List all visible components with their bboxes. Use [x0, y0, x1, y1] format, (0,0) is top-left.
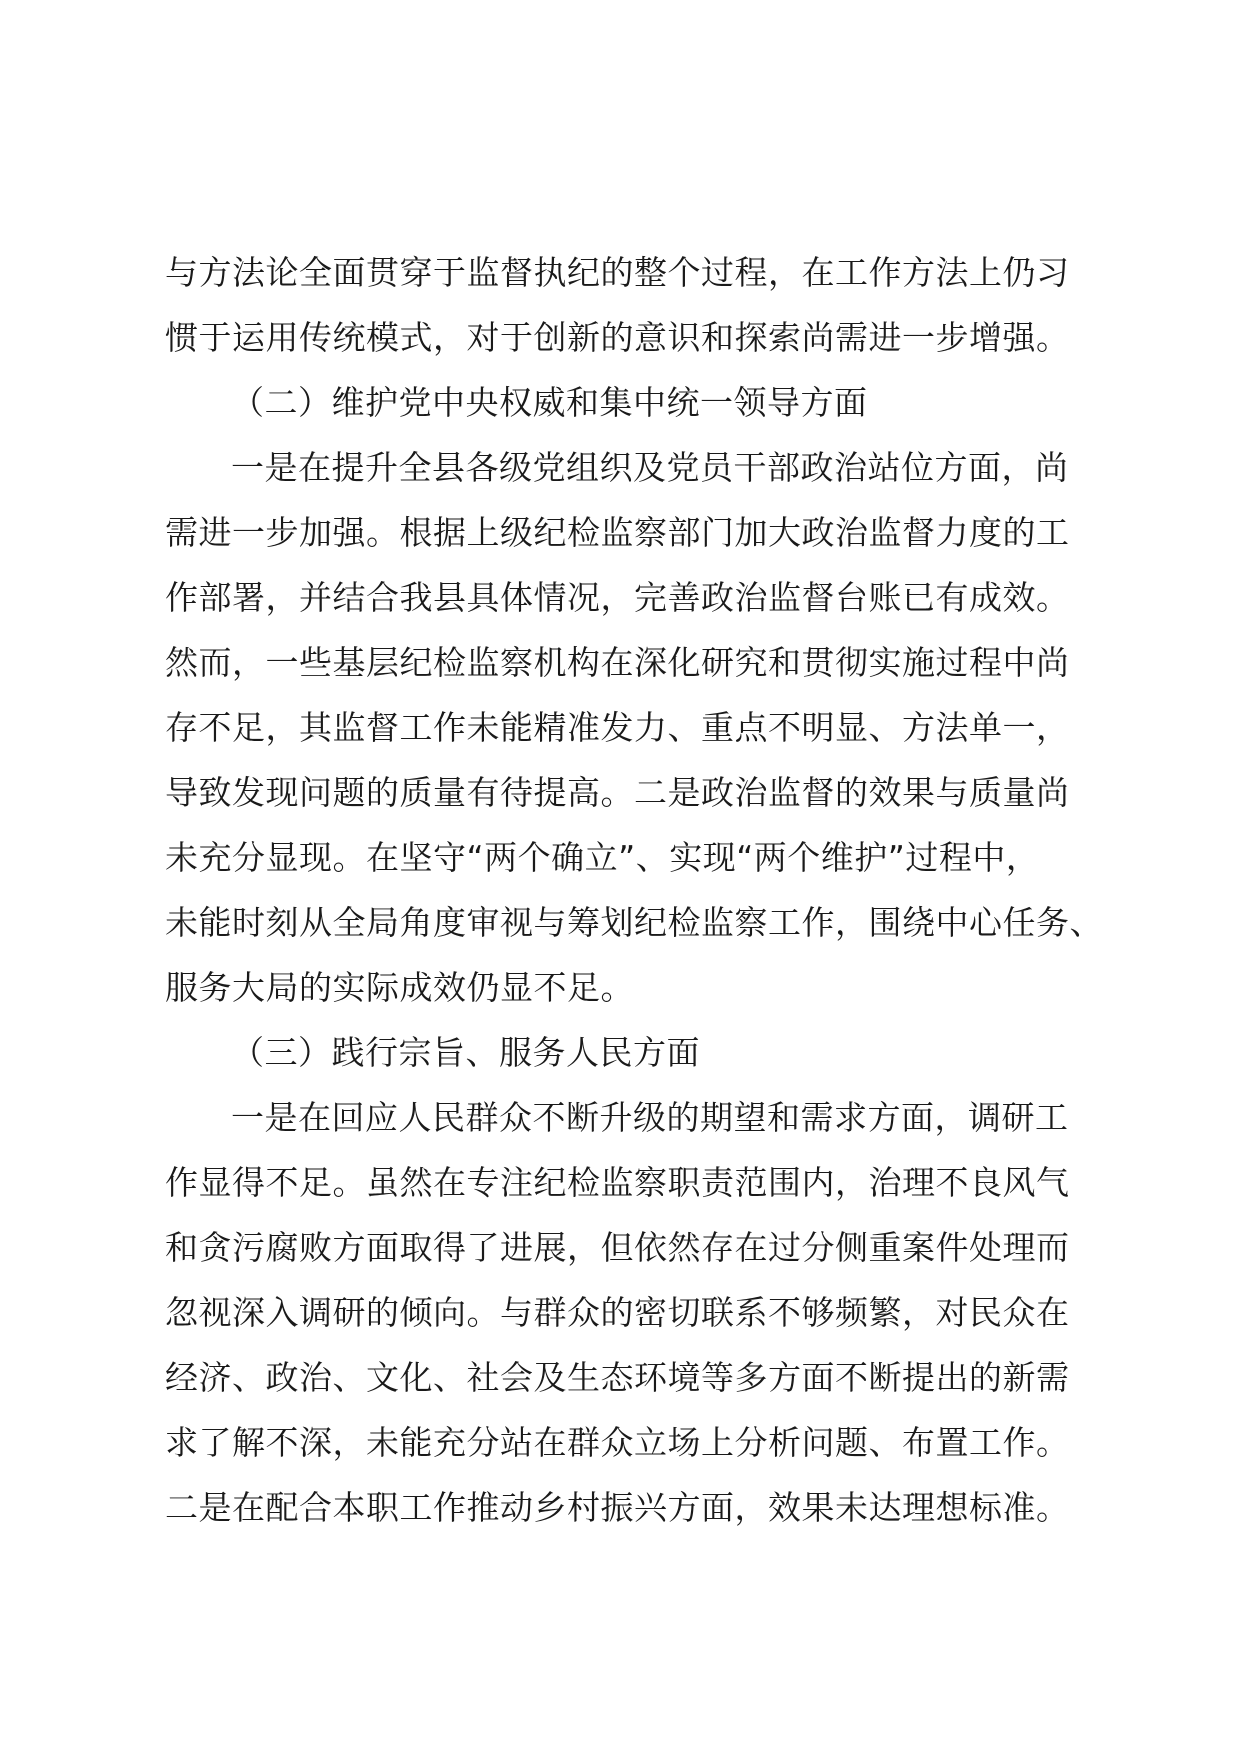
text-line: 经济、政治、文化、社会及生态环境等多方面不断提出的新需 [165, 1358, 1070, 1397]
section-heading: （二）维护党中央权威和集中统一领导方面 [231, 383, 868, 422]
text-line: 与方法论全面贯穿于监督执纪的整个过程，在工作方法上仍习 [165, 253, 1070, 292]
text-line: 存不足，其监督工作未能精准发力、重点不明显、方法单一， [165, 708, 1070, 747]
text-line: 忽视深入调研的倾向。与群众的密切联系不够频繁，对民众在 [165, 1293, 1070, 1332]
text-line: 需进一步加强。根据上级纪检监察部门加大政治监督力度的工 [165, 513, 1070, 552]
text-line: 二是在配合本职工作推动乡村振兴方面，效果未达理想标准。 [165, 1488, 1070, 1527]
text-line: 一是在回应人民群众不断升级的期望和需求方面，调研工 [231, 1098, 1069, 1137]
text-line: 一是在提升全县各级党组织及党员干部政治站位方面，尚 [231, 448, 1069, 487]
section-heading: （三）践行宗旨、服务人民方面 [231, 1033, 700, 1072]
text-line: 服务大局的实际成效仍显不足。 [165, 968, 634, 1007]
text-line: 作部署，并结合我县具体情况，完善政治监督台账已有成效。 [165, 578, 1070, 617]
text-line: 然而，一些基层纪检监察机构在深化研究和贯彻实施过程中尚 [165, 643, 1070, 682]
text-line: 惯于运用传统模式，对于创新的意识和探索尚需进一步增强。 [165, 318, 1070, 357]
text-line: 求了解不深，未能充分站在群众立场上分析问题、布置工作。 [165, 1423, 1070, 1462]
body-text [165, 240, 1115, 1540]
text-line: 作显得不足。虽然在专注纪检监察职责范围内，治理不良风气 [165, 1163, 1070, 1202]
text-line: 未充分显现。在坚守“两个确立”、实现“两个维护”过程中， [165, 838, 1040, 877]
text-line: 和贪污腐败方面取得了进展，但依然存在过分侧重案件处理而 [165, 1228, 1070, 1267]
text-line: 未能时刻从全局角度审视与筹划纪检监察工作，围绕中心任务、 [165, 903, 1103, 942]
text-line: 导致发现问题的质量有待提高。二是政治监督的效果与质量尚 [165, 773, 1070, 812]
